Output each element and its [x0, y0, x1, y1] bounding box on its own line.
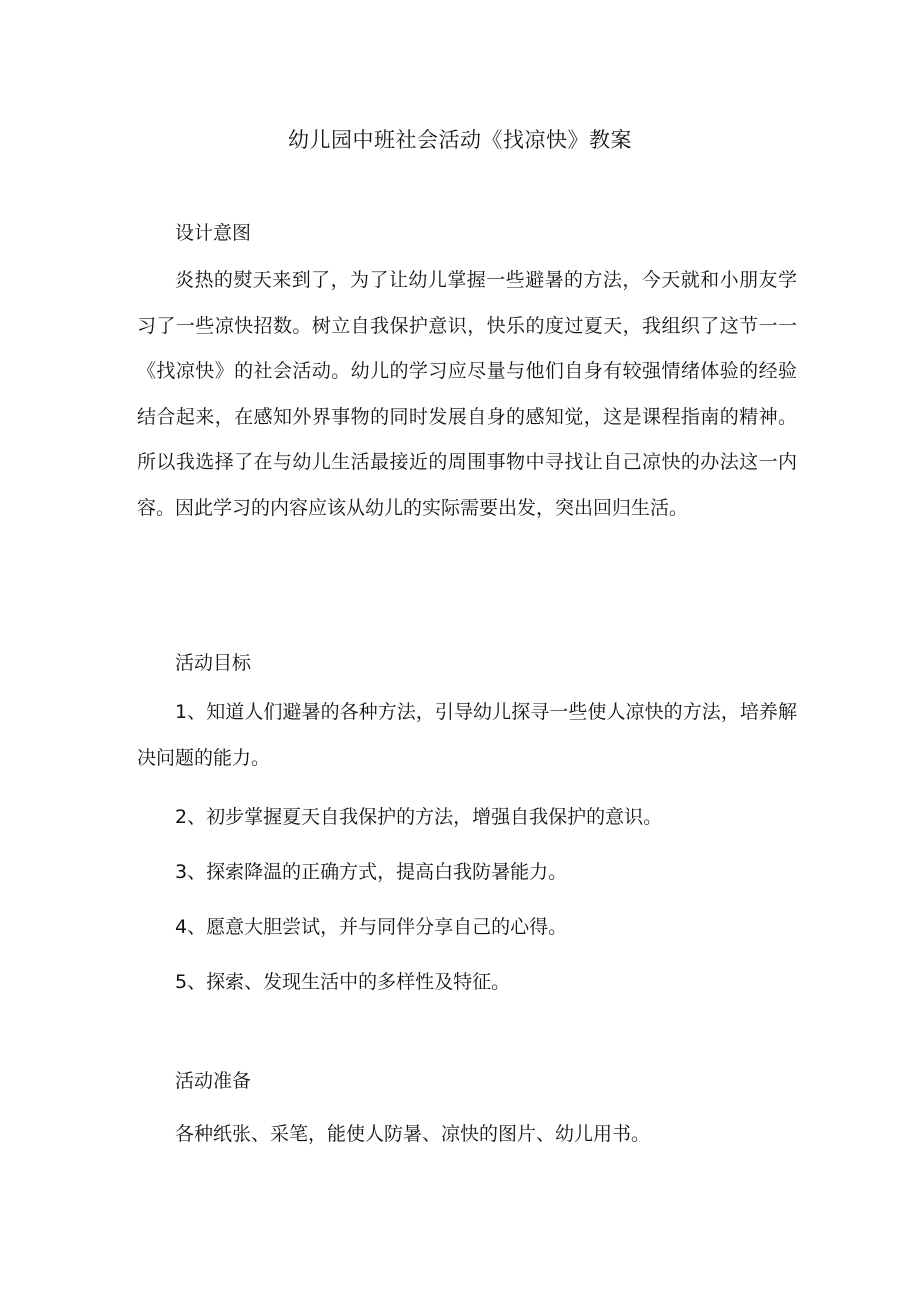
document-title: 幼儿园中班社会活动《找凉快》教案: [288, 128, 632, 152]
goal-item-2: 2、初步掌握夏天自我保护的方法，增强自我保护的意识。: [175, 806, 663, 828]
goal-item-5: 5、探索、发现生活中的多样性及特征。: [175, 971, 511, 993]
goal-item-4: 4、愿意大胆尝试，并与同伴分享自己的心得。: [175, 916, 568, 938]
activity-preparation-heading: 活动准备: [175, 1070, 252, 1092]
goal-item-1: 1、知道人们避暑的各种方法，引导幼儿探寻一些使人凉快的方法，培养解决问题的能力。: [137, 701, 797, 769]
design-intent-paragraph: 炎热的熨天来到了，为了让幼儿掌握一些避暑的方法，今天就和小朋友学习了一些凉快招数。树立自我保护意识，快乐的度过夏天，我组织了这节一一《找凉快》的社会活动。幼儿的学习应尽量与他们自身有较强情绪体验的经验结合起来，在感知外界事物的同时发展自身的感知觉，这是课程指南的精神。所以我选择了在与幼儿生活最接近的周围事物中寻找让自己凉快的办法这一内容。因此学习的内容应该从幼儿的实际需要出发，突出回归生活。: [137, 269, 797, 519]
design-intent-heading: 设计意图: [175, 222, 252, 244]
activity-preparation-paragraph: 各种纸张、采笔，能使人防暑、凉快的图片、幼儿用书。: [175, 1123, 651, 1145]
goal-item-3: 3、探索降温的正确方式，提高白我防暑能力。: [175, 861, 568, 883]
activity-goals-heading: 活动目标: [175, 652, 252, 674]
